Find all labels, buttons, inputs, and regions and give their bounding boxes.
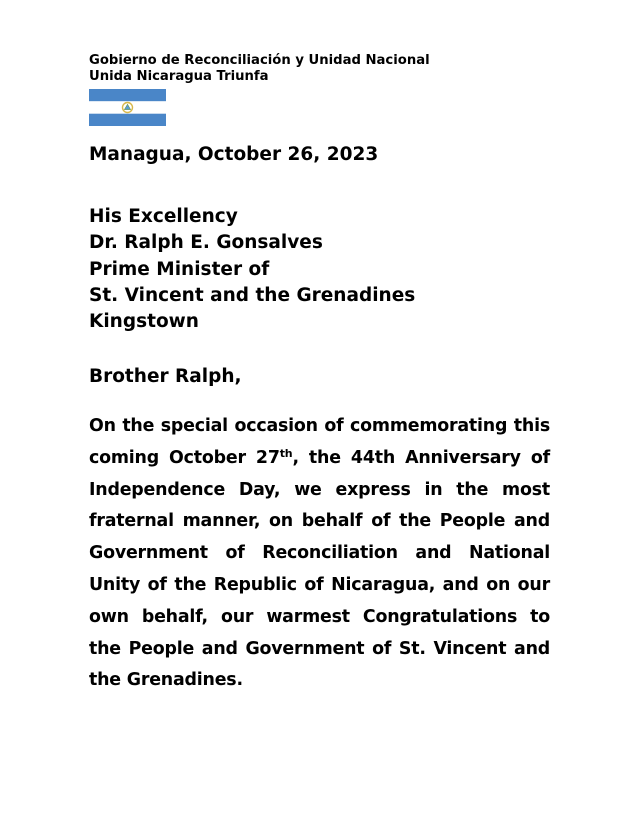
addressee-line: Kingstown [89,311,199,333]
letterhead-line-2: Unida Nicaragua Triunfa [89,69,269,84]
letter-date: Managua, October 26, 2023 [89,144,379,165]
body-text-start: On the special occasion of commemorating this coming October 27 [89,416,550,468]
flag-bottom-stripe [89,114,166,126]
addressee-line: St. Vincent and the Grenadines [89,284,416,306]
addressee-block [89,204,415,335]
letterhead-line-1: Gobierno de Reconciliación y Unidad Nacional [89,53,430,68]
body-text-rest: , the 44th Anniversary of Independence Day, we express in the most fraternal manner, on behalf of the People and Government of Reconciliation and National Unity of the Republic of Nicaragua, and on our own behalf, our warmest Congratulations to the People and Government of St. Vincent and the Grenadines. [89,447,550,691]
ordinal-suffix: th [279,446,293,460]
letter-body [89,411,550,697]
addressee-line: Dr. Ralph E. Gonsalves [89,232,323,254]
flag-top-stripe [89,89,166,101]
addressee-line: His Excellency [89,206,238,227]
nicaragua-flag-icon [89,89,166,126]
salutation: Brother Ralph, [89,366,242,387]
letterhead [89,53,430,85]
addressee-line: Prime Minister of [89,258,270,280]
